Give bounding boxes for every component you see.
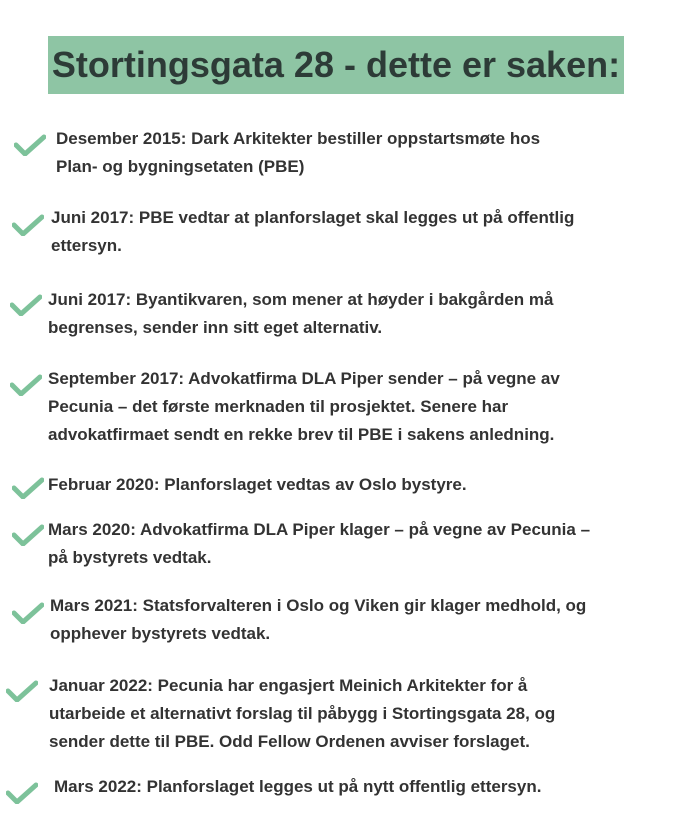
checkmark-icon	[6, 680, 38, 702]
timeline-item-text: Januar 2022: Pecunia har engasjert Meinich Arkitekter for å utarbeide et alternativt forslag til påbygg i Stortingsgata 28, og sender dette til PBE. Odd Fellow Ordenen avviser forslaget.	[49, 676, 556, 751]
checkmark-icon	[6, 782, 38, 804]
timeline-item-text: Mars 2021: Statsforvalteren i Oslo og Viken gir klager medhold, og opphever bystyrets vedtak.	[50, 596, 587, 643]
timeline-item-text: September 2017: Advokatfirma DLA Piper sender – på vegne av Pecunia – det første merknaden til prosjektet. Senere har advokatfirmaet sendt en rekke brev til PBE i sakens anledning.	[48, 369, 560, 444]
page-title: Stortingsgata 28 - dette er saken:	[51, 44, 621, 85]
checkmark-icon	[10, 294, 42, 316]
title-banner	[48, 36, 624, 94]
timeline-item-text: Februar 2020: Planforslaget vedtas av Oslo bystyre.	[48, 475, 467, 494]
checkmark-icon	[12, 477, 44, 499]
timeline-item-text: Juni 2017: PBE vedtar at planforslaget skal legges ut på offentlig ettersyn.	[51, 208, 575, 255]
checkmark-icon	[12, 524, 44, 546]
checkmark-icon	[12, 602, 44, 624]
checkmark-icon	[10, 374, 42, 396]
checkmark-icon	[12, 214, 44, 236]
timeline-item-text: Mars 2020: Advokatfirma DLA Piper klager – på vegne av Pecunia – på bystyrets vedtak.	[48, 520, 591, 567]
checkmark-icon	[14, 134, 46, 156]
timeline-item-text: Juni 2017: Byantikvaren, som mener at høyder i bakgården må begrenses, sender inn sitt eget alternativ.	[48, 290, 554, 337]
timeline-item-text: Desember 2015: Dark Arkitekter bestiller oppstartsmøte hos Plan- og bygningsetaten (PBE)	[56, 129, 541, 176]
timeline-item-text: Mars 2022: Planforslaget legges ut på nytt offentlig ettersyn.	[54, 777, 542, 796]
